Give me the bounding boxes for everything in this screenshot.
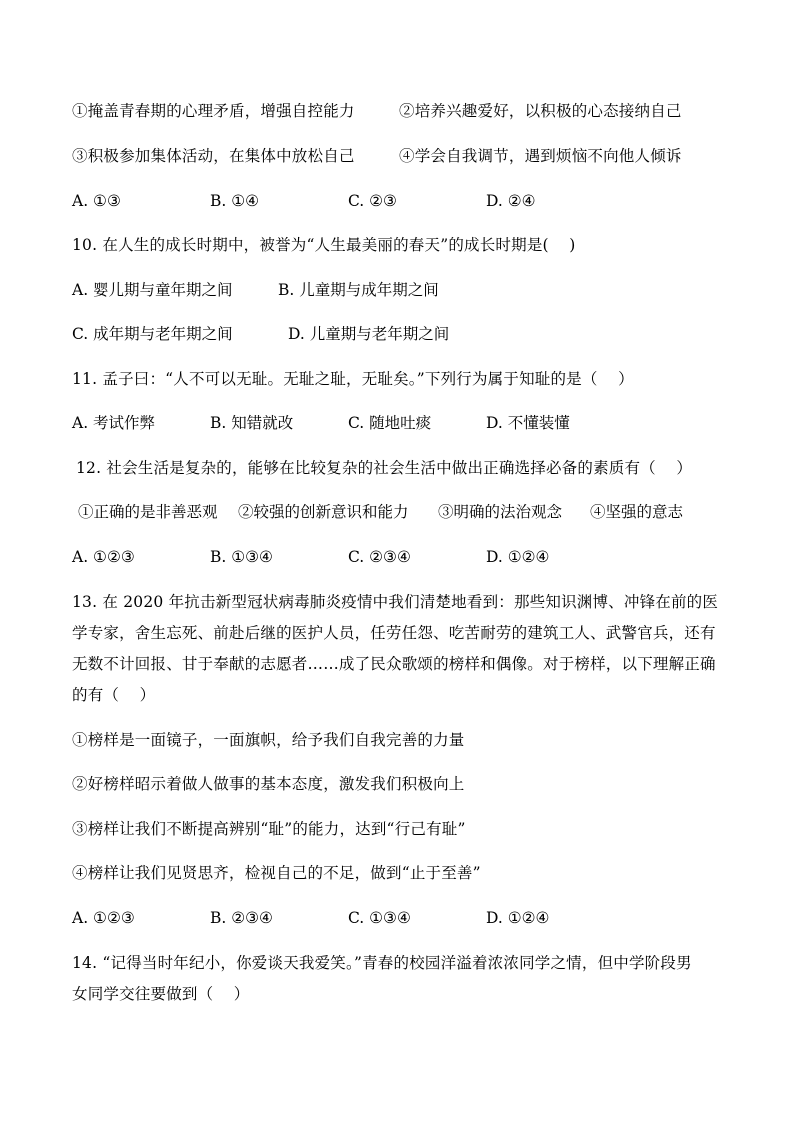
q9-option-b: B. ①④ (210, 192, 260, 210)
q13-option-c: C. ①③④ (348, 909, 411, 927)
q9-option-a: A. ①③ (72, 192, 121, 210)
q13-option-b: B. ②③④ (210, 909, 273, 927)
q10-option-c: C. 成年期与老年期之间 (72, 325, 233, 343)
q12-item-1: ①正确的是非善恶观 (78, 503, 218, 521)
q13-stem-line-4: 的有（ ） (72, 686, 156, 704)
q13-option-a: A. ①②③ (72, 909, 135, 927)
q14-stem-line-1: 14. “记得当时年纪小，你爱谈天我爱笑。”青春的校园洋溢着浓浓同学之情，但中学阶段男 (72, 954, 692, 972)
q12-stem: 12. 社会生活是复杂的，能够在比较复杂的社会生活中做出正确选择必备的素质有（ ） (76, 459, 693, 477)
q9-option-d: D. ②④ (486, 192, 536, 210)
q9-item-2: ②培养兴趣爱好，以积极的心态接纳自己 (399, 102, 682, 120)
q9-option-c: C. ②③ (348, 192, 397, 210)
q13-stem-line-1: 13. 在 2020 年抗击新型冠状病毒肺炎疫情中我们清楚地看到：那些知识渊博、冲锋在前的医 (72, 593, 719, 611)
q12-option-c: C. ②③④ (348, 548, 411, 566)
q12-option-b: B. ①③④ (210, 548, 273, 566)
q13-item-2: ②好榜样昭示着做人做事的基本态度，激发我们积极向上 (72, 775, 465, 793)
q10-option-a: A. 婴儿期与童年期之间 (72, 281, 233, 299)
q11-option-d: D. 不懂装懂 (486, 414, 570, 432)
q12-item-4: ④坚强的意志 (590, 503, 684, 521)
q12-item-3: ③明确的法治观念 (438, 503, 563, 521)
q9-item-1: ①掩盖青春期的心理矛盾，增强自控能力 (72, 102, 355, 120)
q11-stem: 11. 孟子曰：“人不可以无耻。无耻之耻，无耻矣。”下列行为属于知耻的是（ ） (72, 370, 634, 388)
q13-option-d: D. ①②④ (486, 909, 550, 927)
q12-option-d: D. ①②④ (486, 548, 550, 566)
q11-option-c: C. 随地吐痰 (348, 414, 432, 432)
q10-option-b: B. 儿童期与成年期之间 (278, 281, 439, 299)
q13-item-4: ④榜样让我们见贤思齐，检视自己的不足，做到“止于至善” (72, 864, 481, 882)
q13-item-1: ①榜样是一面镜子，一面旗帜，给予我们自我完善的力量 (72, 731, 465, 749)
q9-item-4: ④学会自我调节，遇到烦恼不向他人倾诉 (399, 147, 682, 165)
q12-item-2: ②较强的创新意识和能力 (238, 503, 409, 521)
q10-option-d: D. 儿童期与老年期之间 (288, 325, 450, 343)
q13-item-3: ③榜样让我们不断提高辨别“耻”的能力，达到“行己有耻” (72, 820, 466, 838)
q13-stem-line-3: 无数不计回报、甘于奉献的志愿者……成了民众歌颂的榜样和偶像。对于榜样，以下理解正确 (72, 655, 716, 673)
q10-stem: 10. 在人生的成长时期中，被誉为“人生最美丽的春天”的成长时期是( ) (72, 236, 576, 254)
q11-option-b: B. 知错就改 (210, 414, 294, 432)
q11-option-a: A. 考试作弊 (72, 414, 156, 432)
q12-option-a: A. ①②③ (72, 548, 135, 566)
q9-item-3: ③积极参加集体活动，在集体中放松自己 (72, 147, 355, 165)
q13-stem-line-2: 学专家，舍生忘死、前赴后继的医护人员，任劳任怨、吃苦耐劳的建筑工人、武警官兵，还有 (72, 624, 716, 642)
q14-stem-line-2: 女同学交往要做到（ ） (72, 985, 250, 1003)
